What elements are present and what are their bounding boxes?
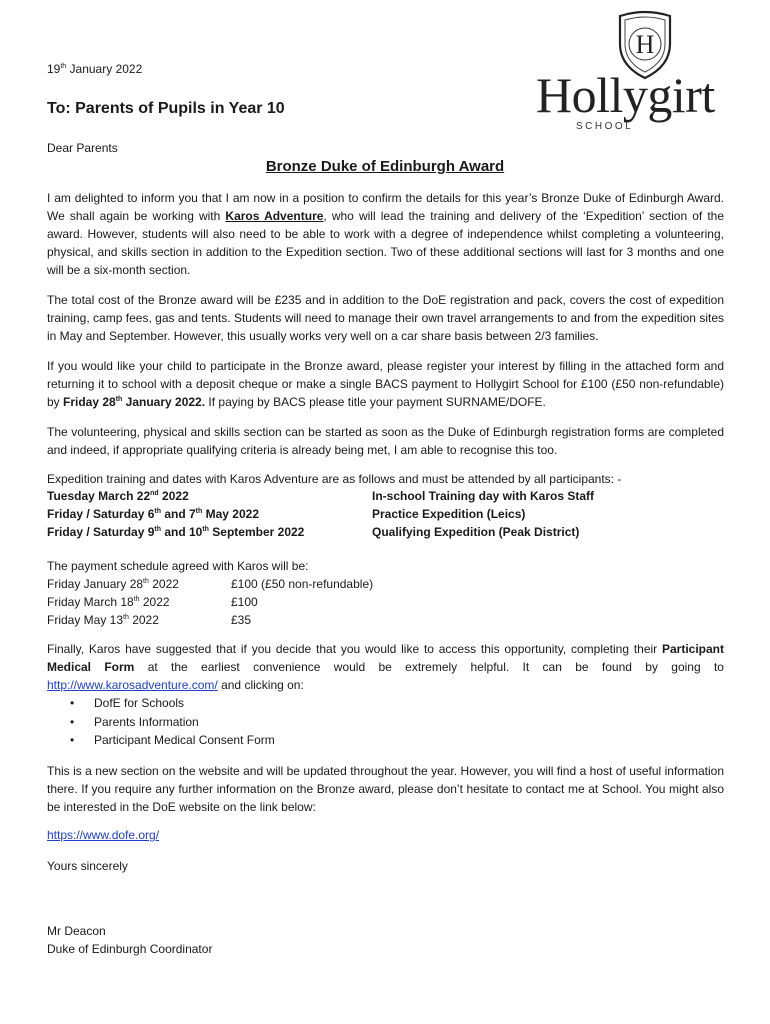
karos-website-link[interactable]: http://www.karosadventure.com/ bbox=[47, 678, 218, 692]
intro-paragraph bbox=[47, 189, 724, 279]
date-rest: January 2022 bbox=[66, 62, 143, 76]
crest-letters: H bbox=[635, 30, 655, 59]
medical-form-paragraph bbox=[47, 640, 724, 694]
p1-text-c: , who will lead the training and delivery of the ‘Expedition’ section of the award. However, students will also need to be able to work with a degree of independence whilst completing a volunteering, physical, and skills section in addition to the Expedition section. Two of these additional sections will last for 3 months and one will be a six-month section. bbox=[47, 209, 725, 277]
recipient-heading: To: Parents of Pupils in Year 10 bbox=[47, 100, 285, 117]
p1-text-a: I am delighted to inform you that I am now in a position to confirm the details for this year’s Bronze Duke of Edinburgh Award. We shall again be working with bbox=[47, 191, 724, 223]
medical-form-name: Participant Medical Form bbox=[47, 642, 724, 674]
expedition-event-1: In-school Training day with Karos Staff bbox=[372, 489, 595, 503]
payment-date-3: Friday May 13th 2022 bbox=[47, 613, 159, 627]
payment-amount-1: £100 (£50 non-refundable) bbox=[231, 577, 374, 591]
deadline-suffix: th bbox=[115, 396, 123, 403]
registration-paragraph bbox=[47, 357, 724, 411]
school-name-logo: Hollygirt bbox=[536, 67, 715, 123]
payment-amount-3: £35 bbox=[231, 613, 252, 627]
further-info-paragraph: This is a new section on the website and will be updated throughout the year. However, you will find a host of useful information there. If you require any further information on the Bronze award, please don’t hesitate to contact me at School. You might also be interested in the DoE website on the link below: bbox=[47, 764, 724, 814]
signer-name: Mr Deacon bbox=[47, 924, 106, 938]
expedition-date-1: Tuesday March 22nd 2022 bbox=[47, 489, 189, 503]
p5-text-c: at the earliest convenience would be extremely helpful. It can be found by going to bbox=[134, 660, 724, 674]
salutation: Dear Parents bbox=[47, 141, 118, 155]
deadline-year: January 2022. bbox=[122, 395, 206, 409]
expedition-event-3: Qualifying Expedition (Peak District) bbox=[372, 525, 580, 539]
payment-date-2: Friday March 18th 2022 bbox=[47, 595, 170, 609]
payment-date-1: Friday January 28th 2022 bbox=[47, 577, 179, 591]
p3-text-a: If you would like your child to participate in the Bronze award, please register your interest by filling in the attached form and returning it to school with a deposit cheque or make a single BACS payment to Hollygirt School for £100 (£50 non-refundable) by bbox=[47, 359, 724, 409]
p3-text-c: If paying by BACS please title your payment SURNAME/DOFE. bbox=[205, 395, 546, 409]
dofe-website-link[interactable]: https://www.dofe.org/ bbox=[47, 828, 160, 842]
list-item: • Parents Information bbox=[70, 713, 275, 732]
list-item: • Participant Medical Consent Form bbox=[70, 731, 275, 750]
letter-title: Bronze Duke of Edinburgh Award bbox=[265, 158, 505, 175]
karos-adventure-name: Karos Adventure bbox=[225, 209, 324, 223]
expedition-intro: Expedition training and dates with Karos Adventure are as follows and must be attended by all participants: - bbox=[47, 472, 622, 486]
deadline-date: Friday 28 bbox=[63, 395, 116, 409]
p5-text-d: and clicking on: bbox=[217, 678, 304, 692]
closing: Yours sincerely bbox=[47, 859, 128, 873]
list-item: • DofE for Schools bbox=[70, 694, 275, 713]
expedition-event-2: Practice Expedition (Leics) bbox=[372, 507, 526, 521]
dofe-link-line bbox=[47, 826, 159, 844]
signer-role: Duke of Edinburgh Coordinator bbox=[47, 942, 213, 956]
expedition-date-3: Friday / Saturday 9th and 10th September 2022 bbox=[47, 525, 305, 539]
date-day: 19 bbox=[47, 62, 61, 76]
expedition-date-2: Friday / Saturday 6th and 7th May 2022 bbox=[47, 507, 259, 521]
letter-date bbox=[47, 60, 142, 78]
school-label-logo: SCHOOL bbox=[576, 121, 634, 132]
sections-paragraph: The volunteering, physical and skills section can be started as soon as the Duke of Edinburgh registration forms are completed and indeed, if appropriate qualifying criteria is already being met, I am able to recognise this too. bbox=[47, 425, 724, 457]
payment-amount-2: £100 bbox=[231, 595, 258, 609]
payment-intro: The payment schedule agreed with Karos will be: bbox=[47, 559, 309, 573]
p5-text-a: Finally, Karos have suggested that if you decide that you would like to access this opportunity, completing their bbox=[47, 642, 662, 656]
website-sections-list bbox=[70, 694, 275, 750]
date-suffix: th bbox=[60, 63, 67, 70]
cost-paragraph: The total cost of the Bronze award will be £235 and in addition to the DoE registration and pack, covers the cost of expedition training, camp fees, gas and tents. Students will need to manage their own travel arrangements to and from the expedition sites in May and September. However, this usually works very well on a car share basis between 2/3 families. bbox=[47, 293, 724, 343]
